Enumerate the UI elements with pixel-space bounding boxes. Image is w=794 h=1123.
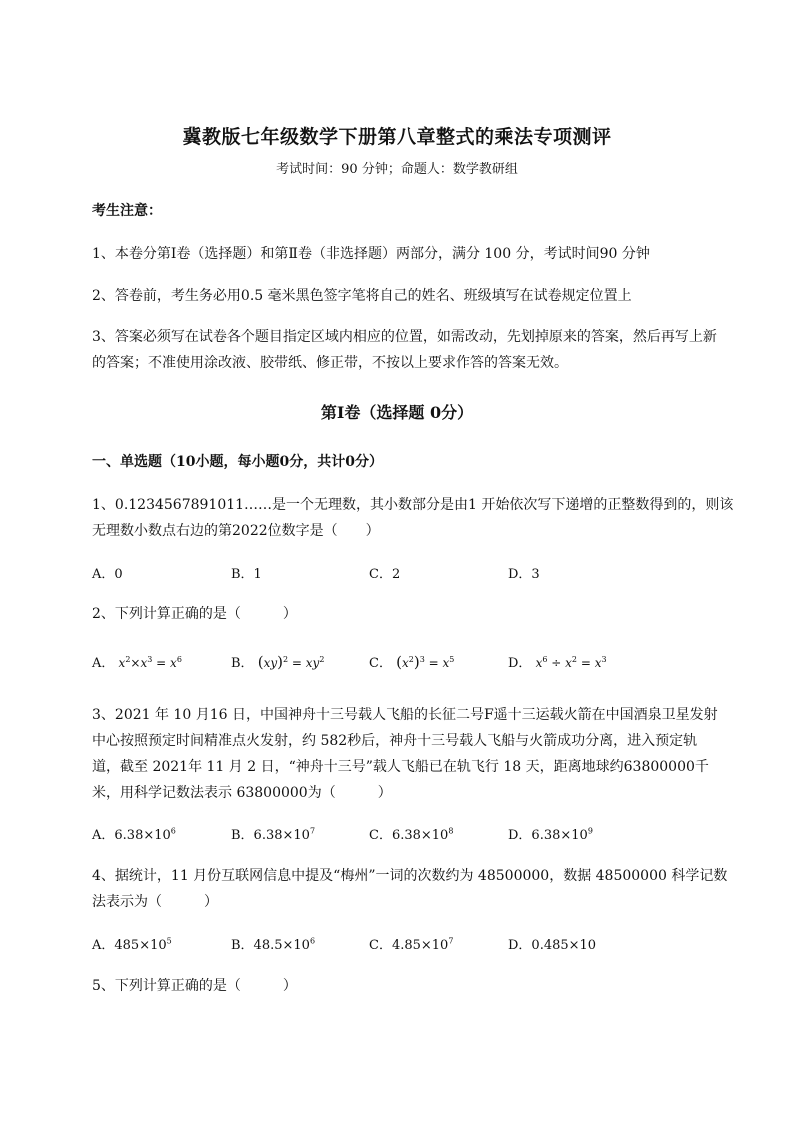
part-heading: 一、单选题（10小题，每小题0分，共计0分） bbox=[92, 454, 383, 470]
question-3-text-3: 道，截至 2021年 11 月 2 日，“神舟十三号”载人飞船已在轨飞行 18 天，距离地球约63800000千 bbox=[92, 759, 709, 775]
page-title: 冀教版七年级数学下册第八章整式的乘法专项测评 bbox=[182, 126, 612, 148]
question-1-text-cont: 无理数小数点右边的第2022位数字是（ ） bbox=[92, 523, 380, 539]
exam-info: 考试时间：90 分钟；命题人：数学教研组 bbox=[276, 162, 518, 177]
q3-option-c[interactable]: C．$6.38\times 10^8$ bbox=[369, 826, 454, 843]
question-3-text-2: 中心按照预定时间精准点火发射，约 582秒后，神舟十三号载人飞船与火箭成功分离，进入预定轨 bbox=[92, 733, 698, 749]
q1-option-d[interactable]: D．3 bbox=[508, 567, 540, 582]
q4-option-c[interactable]: C．$4.85\times 10^7$ bbox=[369, 936, 454, 953]
q1-option-b[interactable]: B．1 bbox=[231, 567, 262, 582]
q3-option-d[interactable]: D．$6.38\times 10^9$ bbox=[508, 826, 593, 843]
question-3-text-4: 米，用科学记数法表示 63800000为（ ） bbox=[92, 785, 392, 801]
q1-option-c[interactable]: C．2 bbox=[369, 567, 401, 582]
q1-option-a[interactable]: A．0 bbox=[92, 567, 123, 582]
note-item-2: 2、答卷前，考生务必用0.5 毫米黑色签字笔将自己的姓名、班级填写在试卷规定位置上 bbox=[92, 288, 632, 304]
note-item-1: 1、本卷分第Ⅰ卷（选择题）和第Ⅱ卷（非选择题）两部分，满分 100 分，考试时间90 分钟 bbox=[92, 246, 650, 262]
question-2-text: 2、下列计算正确的是（ ） bbox=[92, 606, 297, 622]
question-3-text-1: 3、2021 年 10 月16 日，中国神舟十三号载人飞船的长征二号F遥十三运载火箭在中国酒泉卫星发射 bbox=[92, 707, 718, 723]
note-item-3: 3、答案必须写在试卷各个题目指定区域内相应的位置，如需改动，先划掉原来的答案，然后再写上新 bbox=[92, 329, 717, 345]
q2-option-a[interactable]: A． $x^2\times x^3 = x^6$ bbox=[92, 655, 182, 671]
q2-option-b[interactable]: B． $(xy)^2 = xy^2$ bbox=[231, 653, 325, 671]
question-5-text: 5、下列计算正确的是（ ） bbox=[92, 978, 297, 994]
q2-option-c[interactable]: C． $(x^2)^3 = x^5$ bbox=[369, 653, 455, 671]
question-4-text-2: 法表示为（ ） bbox=[92, 894, 218, 910]
section-title: 第Ⅰ卷（选择题 0分） bbox=[320, 403, 474, 422]
question-4-text-1: 4、据统计，11 月份互联网信息中提及“梅州”一词的次数约为 48500000，数据 48500000 科学记数 bbox=[92, 868, 728, 884]
question-1-text: 1、0.1234567891011……是一个无理数，其小数部分是由1 开始依次写下递增的正整数得到的，则该 bbox=[92, 497, 734, 513]
note-item-3-cont: 的答案；不准使用涂改液、胶带纸、修正带，不按以上要求作答的答案无效。 bbox=[92, 355, 568, 371]
q2-option-d[interactable]: D． $x^6 \div x^2 = x^3$ bbox=[508, 655, 607, 671]
q3-option-b[interactable]: B．$6.38\times 10^7$ bbox=[231, 826, 316, 843]
notes-heading: 考生注意： bbox=[92, 203, 162, 219]
q3-option-a[interactable]: A．$6.38\times 10^6$ bbox=[92, 826, 176, 843]
q4-option-a[interactable]: A．$485\times 10^5$ bbox=[92, 936, 172, 953]
q4-option-b[interactable]: B．$48.5\times 10^6$ bbox=[231, 936, 316, 953]
q4-option-d[interactable]: D．0.485×10 bbox=[508, 938, 597, 953]
